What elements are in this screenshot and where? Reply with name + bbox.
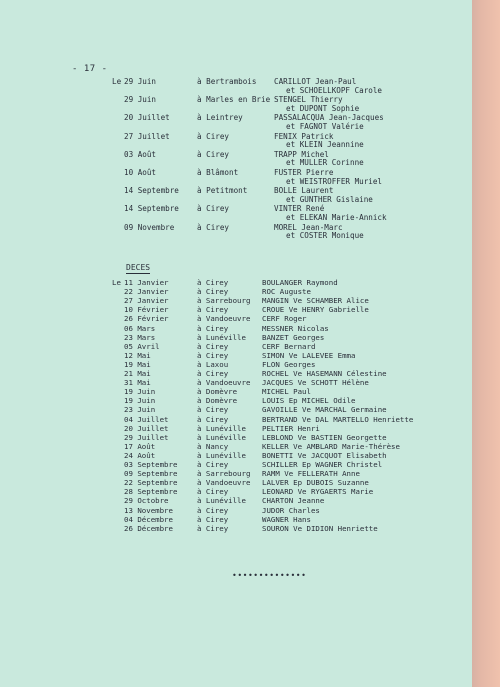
page-edge — [472, 0, 500, 687]
entry-date: 13 Novembre — [124, 505, 173, 515]
entry-place: à Cirey — [197, 514, 229, 524]
entry-date: 26 Décembre — [124, 523, 173, 533]
separator-dots: •••••••••••••• — [232, 571, 307, 580]
death-entry — [0, 433, 472, 442]
entry-place: à Cirey — [197, 287, 229, 297]
entry-spouse: et GUNTHER Gislaine — [286, 194, 373, 204]
entry-name: STENGEL Thierry — [274, 95, 343, 105]
entry-name: MOREL Jean-Marc — [274, 222, 343, 232]
death-entry — [0, 396, 472, 405]
entry-spouse: et WEISTROFFER Muriel — [286, 176, 383, 186]
entry-le: Le — [112, 77, 122, 86]
death-entry — [0, 524, 472, 533]
entry-place: à Cirey — [197, 204, 230, 214]
entry-place: à Cirey — [197, 405, 229, 415]
entry-date: 03 Août — [124, 149, 157, 159]
entry-place: à Nancy — [197, 441, 229, 451]
entry-place: à Sarrebourg — [197, 469, 251, 479]
entry-name: BOLLE Laurent — [274, 186, 334, 196]
entry-name: LEBLOND Ve BASTIEN Georgette — [262, 432, 387, 442]
entry-name: MESSNER Nicolas — [262, 323, 329, 333]
entry-place: à Cirey — [197, 460, 229, 469]
entry-name: KELLER Ve AMBLARD Marie-Thérèse — [262, 441, 400, 451]
entry-name: LALVER Ep DUBOIS Suzanne — [262, 478, 369, 488]
death-entry — [0, 506, 472, 515]
entry-name: CROUE Ve HENRY Gabrielle — [262, 305, 369, 315]
death-entry — [0, 515, 472, 524]
entry-name: CHARTON Jeanne — [262, 496, 325, 506]
death-entry — [0, 342, 472, 351]
death-entry — [0, 469, 472, 478]
entry-date: 06 Mars — [124, 323, 156, 333]
entry-name: SIMON Ve LALEVEE Emma — [262, 350, 356, 360]
entry-place: à Cirey — [197, 487, 229, 497]
entry-name: BONETTI Ve JACQUOT Elisabeth — [262, 450, 387, 460]
marriage-entry — [0, 203, 472, 214]
death-entry — [0, 387, 472, 396]
entry-spouse: et COSTER Monique — [286, 231, 364, 241]
entry-name: LEONARD Ve RYGAERTS Marie — [262, 487, 374, 497]
entry-name: MANGIN Ve SCHAMBER Alice — [262, 296, 369, 306]
entry-name: FLON Georges — [262, 359, 316, 369]
entry-place: à Domèvre — [197, 396, 238, 406]
entry-date: 29 Juillet — [124, 432, 169, 442]
death-entry — [0, 415, 472, 424]
entry-le: Le — [112, 278, 121, 287]
entry-date: 27 Juillet — [124, 131, 170, 141]
entry-date: 12 Mai — [124, 350, 151, 360]
death-entry — [0, 496, 472, 505]
entry-spouse: et ELEKAN Marie-Annick — [286, 212, 387, 222]
entry-name: SOURON Ve DIDION Henriette — [262, 523, 378, 533]
death-entry — [0, 369, 472, 378]
entry-date: 22 Janvier — [124, 287, 169, 297]
entry-date: 10 Août — [124, 168, 157, 177]
entry-place: à Laxou — [197, 359, 229, 369]
entry-place: à Cirey — [197, 278, 229, 287]
entry-date: 20 Juillet — [124, 113, 170, 123]
death-entry — [0, 487, 472, 496]
entry-date: 23 Juin — [124, 405, 156, 415]
entry-name: BANZET Georges — [262, 332, 325, 342]
entry-place: à Lunéville — [197, 332, 246, 342]
entry-date: 09 Septembre — [124, 469, 178, 479]
entry-place: à Sarrebourg — [197, 296, 251, 306]
entry-place: à Cirey — [197, 414, 229, 424]
entry-name: ROCHEL Ve HASEMANN Célestine — [262, 369, 387, 378]
entry-name: CERF Bernard — [262, 341, 316, 351]
entry-name: MICHEL Paul — [262, 387, 311, 397]
death-entry — [0, 278, 472, 287]
marriage-entry — [0, 76, 472, 87]
entry-spouse: et FAGNOT Valérie — [286, 121, 364, 131]
entry-place: à Petitmont — [197, 186, 248, 196]
entry-name: CARILLOT Jean-Paul — [274, 77, 357, 86]
entry-date: 29 Juin — [124, 95, 157, 105]
marriage-entry — [0, 94, 472, 105]
marriage-entry — [0, 185, 472, 196]
entry-name: FUSTER Pierre — [274, 168, 334, 177]
entry-date: 11 Janvier — [124, 278, 169, 287]
marriage-entry — [0, 167, 472, 178]
entry-spouse: et KLEIN Jeannine — [286, 140, 364, 150]
entry-place: à Vandoeuvre — [197, 378, 251, 388]
entry-date: 21 Mai — [124, 369, 151, 378]
entry-name: GAVOILLE Ve MARCHAL Germaine — [262, 405, 387, 415]
death-entry — [0, 405, 472, 414]
entry-place: à Lunéville — [197, 450, 246, 460]
entry-date: 27 Janvier — [124, 296, 169, 306]
entry-name: BOULANGER Raymond — [262, 278, 338, 287]
entry-name: LOUIS Ep MICHEL Odile — [262, 396, 356, 406]
death-entry — [0, 424, 472, 433]
death-entry — [0, 314, 472, 323]
entry-place: à Cirey — [197, 523, 229, 533]
entry-place: à Blâmont — [197, 168, 239, 177]
entry-place: à Vandoeuvre — [197, 314, 251, 324]
entry-date: 14 Septembre — [124, 204, 179, 214]
entry-name: WAGNER Hans — [262, 514, 311, 524]
entry-place: à Bertrambois — [197, 77, 257, 86]
death-entry — [0, 333, 472, 342]
entry-spouse: et SCHOELLKOPF Carole — [286, 85, 383, 95]
marriage-entry — [0, 222, 472, 233]
entry-name: VINTER René — [274, 204, 325, 214]
death-entry — [0, 324, 472, 333]
entry-date: 10 Février — [124, 305, 169, 315]
entry-place: à Cirey — [197, 222, 230, 232]
entry-place: à Cirey — [197, 149, 230, 159]
entry-date: 31 Mai — [124, 378, 151, 388]
death-entry — [0, 296, 472, 305]
entry-date: 29 Juin — [124, 77, 157, 86]
entry-name: FENIX Patrick — [274, 131, 334, 141]
entry-place: à Cirey — [197, 369, 229, 378]
entry-date: 19 Mai — [124, 359, 151, 369]
entry-place: à Cirey — [197, 350, 229, 360]
marriage-entry — [0, 149, 472, 160]
entry-place: à Domèvre — [197, 387, 238, 397]
entry-date: 26 Février — [124, 314, 169, 324]
entry-date: 28 Septembre — [124, 487, 178, 497]
entry-place: à Lunéville — [197, 432, 246, 442]
death-entry — [0, 442, 472, 451]
entry-place: à Cirey — [197, 323, 229, 333]
entry-place: à Cirey — [197, 305, 229, 315]
deaths-heading: DECES — [126, 263, 151, 272]
entry-name: RAMM Ve FELLERATH Anne — [262, 469, 360, 479]
entry-spouse: et MULLER Corinne — [286, 158, 364, 168]
entry-name: PELTIER Henri — [262, 423, 320, 433]
entry-place: à Cirey — [197, 505, 229, 515]
entry-date: 17 Août — [124, 441, 156, 451]
page-number: - 17 - — [72, 64, 108, 74]
entry-place: à Lunéville — [197, 496, 246, 506]
entry-date: 19 Juin — [124, 387, 156, 397]
death-entry — [0, 351, 472, 360]
death-entry — [0, 478, 472, 487]
marriage-entry — [0, 112, 472, 123]
death-entry — [0, 378, 472, 387]
entry-name: SCHILLER Ep WAGNER Christel — [262, 460, 383, 469]
death-entry — [0, 451, 472, 460]
entry-place: à Marles en Brie — [197, 95, 271, 105]
entry-place: à Lunéville — [197, 423, 246, 433]
entry-date: 05 Avril — [124, 341, 160, 351]
death-entry — [0, 287, 472, 296]
entry-place: à Cirey — [197, 131, 230, 141]
entry-name: JUDOR Charles — [262, 505, 320, 515]
entry-date: 19 Juin — [124, 396, 156, 406]
entry-name: BERTRAND Ve DAL MARTELLO Henriette — [262, 414, 414, 424]
entry-date: 04 Décembre — [124, 514, 173, 524]
entry-date: 24 Août — [124, 450, 156, 460]
death-entry — [0, 460, 472, 469]
entry-date: 14 Septembre — [124, 186, 179, 196]
entry-name: JACQUES Ve SCHOTT Hélène — [262, 378, 369, 388]
entry-name: ROC Auguste — [262, 287, 311, 297]
entry-date: 03 Septembre — [124, 460, 178, 469]
entry-spouse: et DUPONT Sophie — [286, 103, 360, 113]
entry-date: 04 Juillet — [124, 414, 169, 424]
entry-name: CERF Roger — [262, 314, 307, 324]
death-entry — [0, 305, 472, 314]
marriage-entry — [0, 131, 472, 142]
entry-date: 29 Octobre — [124, 496, 169, 506]
entry-date: 09 Novembre — [124, 222, 175, 232]
entry-date: 20 Juillet — [124, 423, 169, 433]
entry-place: à Leintrey — [197, 113, 243, 123]
entry-date: 23 Mars — [124, 332, 156, 342]
entry-place: à Vandoeuvre — [197, 478, 251, 488]
entry-date: 22 Septembre — [124, 478, 178, 488]
entry-name: TRAPP Michel — [274, 149, 329, 159]
entry-place: à Cirey — [197, 341, 229, 351]
entry-name: PASSALACQUA Jean-Jacques — [274, 113, 384, 123]
death-entry — [0, 360, 472, 369]
